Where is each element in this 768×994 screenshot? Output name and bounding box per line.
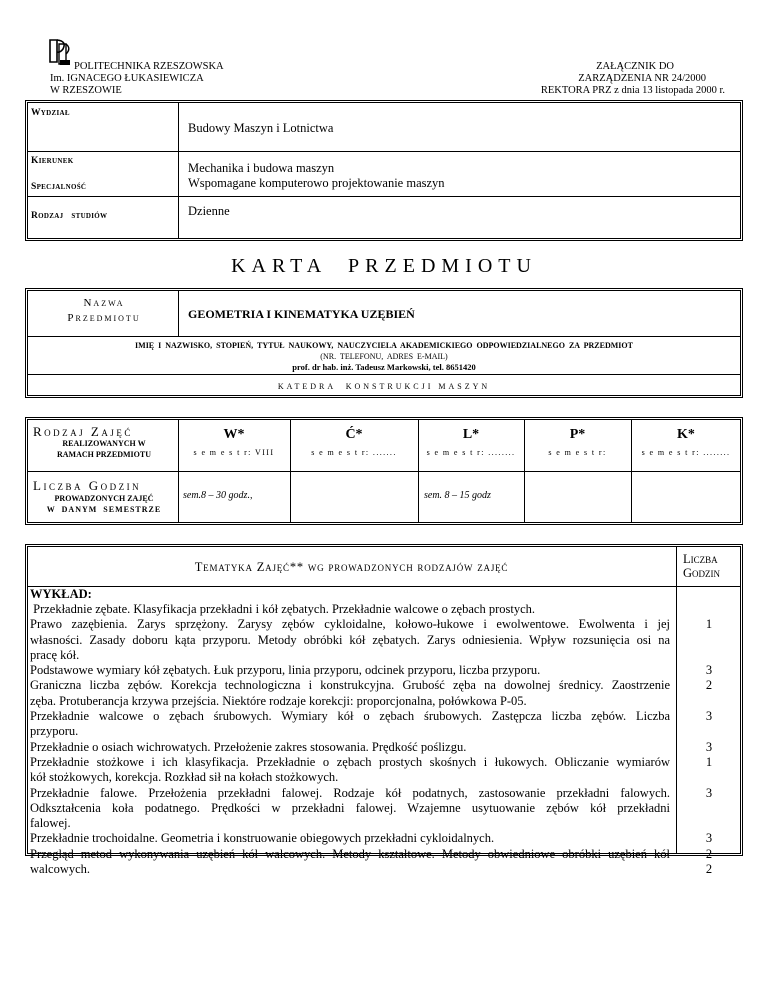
liczba-godzin-sub-2: W DANYM SEMESTRZE xyxy=(46,505,162,514)
lecture-line: Przekładnie stożkowe i ich klasyfikacja. Przekładnie o zębach prostych skośnych i łukowych. Obliczanie wymiarów xyxy=(30,754,670,769)
info-table xyxy=(25,100,743,241)
hours-value xyxy=(677,602,741,617)
hours-value: 2 xyxy=(705,862,713,877)
lecture-label: WYKŁAD: xyxy=(30,587,92,601)
hours-value: 2 xyxy=(705,678,713,693)
lecture-line: Przekładnie walcowe o zębach śrubowych. Wymiary kół o zębach śrubowych. Zastępcza liczba zębów. Liczba xyxy=(30,709,670,724)
lecture-line: falowej. xyxy=(30,816,71,831)
lecture-line: walcowych. xyxy=(30,862,91,877)
liczba-godzin-sub-1: PROWADZONYCH ZAJĘĆ xyxy=(54,494,154,503)
annex-line-2: ZARZĄDZENIA NR 24/2000 xyxy=(578,73,706,84)
hours-value: 3 xyxy=(705,831,713,846)
rodzaj-zajec-sub-1: REALIZOWANYCH W xyxy=(62,439,146,448)
university-city: W RZESZOWIE xyxy=(50,85,122,96)
class-semester-k: s e m e s t r: ........ xyxy=(641,448,731,457)
lecture-line: zęba. Protuberancja krzywa przejścia. Niektóre rodzaje korekcji: proporcjonalna, połówkowa P-05. xyxy=(30,693,527,708)
hours-value: 3 xyxy=(705,663,713,678)
hours-header-2: Godzin xyxy=(683,566,721,580)
responsible-person: prof. dr hab. inż. Tadeusz Markowski, tel. 8651420 xyxy=(292,362,476,372)
lecture-line: Przegląd metod wykonywania uzębień kół walcowych. Metody kształtowe. Metody obwiedniowe obróbki uzębień kół xyxy=(30,846,670,861)
hours-value xyxy=(677,724,741,739)
wydzial-value: Budowy Maszyn i Lotnictwa xyxy=(188,121,334,135)
hours-value xyxy=(677,648,741,663)
hours-value xyxy=(677,801,741,816)
lecture-line: pracę kół. xyxy=(30,647,80,662)
class-code-k: K* xyxy=(677,427,695,442)
lecture-line: przyporu. xyxy=(30,724,79,739)
specjalnosc-value: Wspomagane komputerowo projektowanie maszyn xyxy=(188,176,445,190)
page-title: KARTA PRZEDMIOTU xyxy=(231,255,537,277)
hours-value: 1 xyxy=(705,754,713,769)
wydzial-label: Wydział xyxy=(31,108,70,118)
class-semester-c: s e m e s t r: ....... xyxy=(311,448,397,457)
class-semester-p: s e m e s t r: xyxy=(548,448,607,457)
class-code-w: W* xyxy=(223,427,245,442)
lecture-hours xyxy=(677,602,741,877)
lecture-topics xyxy=(30,602,670,877)
lecture-line: Przekładnie o osiach wichrowatych. Przełożenie zakres stosowania. Prędkość poślizgu. xyxy=(30,739,467,754)
nazwa-label: Nazwa xyxy=(83,297,125,309)
hours-header-1: Liczba xyxy=(683,552,718,566)
kierunek-label: Kierunek xyxy=(31,156,74,166)
topics-header: Tematyka Zajęć** wg prowadzonych rodzajów zajęć xyxy=(194,560,509,574)
class-code-p: P* xyxy=(569,427,586,442)
lecture-line: Przekładnie zębate. Klasyfikacja przekładni i kół zębatych. Przekładnie walcowe o zębach prostych. xyxy=(30,602,535,616)
class-code-c: Ć* xyxy=(345,427,363,442)
lecture-line: Odkształcenia koła podatnego. Prędkości w przekładni falowej. Wzajemne usytuowanie zębów kół przekładni xyxy=(30,800,670,815)
rodzaj-studiow-value: Dzienne xyxy=(188,204,230,218)
rodzaj-studiow-label: Rodzaj studiów xyxy=(31,211,108,221)
hours-value: 3 xyxy=(705,709,713,724)
lecture-line: własności. Zasady doboru kąta przyporu. Metody obróbki kół zębatych. Zarys odniesienia. Wpływ rozsunięcia osi na xyxy=(30,632,670,647)
class-semester-l: s e m e s t r: ........ xyxy=(426,448,516,457)
rodzaj-zajec-label: Rodzaj Zajęć xyxy=(33,424,133,439)
subject-name: GEOMETRIA I KINEMATYKA UZĘBIEŃ xyxy=(188,307,415,321)
annex-line-1: ZAŁĄCZNIK DO xyxy=(596,61,674,72)
university-patron: Im. IGNACEGO ŁUKASIEWICZA xyxy=(50,73,204,84)
class-code-l: L* xyxy=(462,427,480,442)
hours-value xyxy=(677,816,741,831)
lecture-line: Graniczna liczba zębów. Korekcja technologiczna i konstrukcyjna. Grubość zęba na dowolnej średnicy. Zaostrzenie xyxy=(30,678,670,693)
liczba-godzin-label: Liczba Godzin xyxy=(33,478,142,493)
class-semester-w: s e m e s t r: VIII xyxy=(193,448,275,457)
hours-value: 2 xyxy=(705,846,713,861)
university-logo xyxy=(47,38,71,66)
lecture-line: Przekładnie falowe. Przełożenia przekładni falowej. Rodzaje kół podatnych, zastosowanie przekładni falowych. xyxy=(30,785,670,800)
lecture-line: Podstawowe wymiary kół zębatych. Łuk przyporu, linia przyporu, odcinek przyporu, liczba przyporu. xyxy=(30,663,541,678)
hours-value xyxy=(677,694,741,709)
responsible-header: IMIĘ I NAZWISKO, STOPIEŃ, TYTUŁ NAUKOWY, NAUCZYCIELA AKADEMICKIEGO ODPOWIEDZIALNEGO ZA PRZEDMIOT xyxy=(135,341,633,350)
responsible-contact-header: (NR. TELEFONU, ADRES E-MAIL) xyxy=(320,352,448,361)
hours-value xyxy=(677,633,741,648)
hours-value: 3 xyxy=(705,785,713,800)
lecture-line: kół stożkowych, korekcja. Rozkład sił na kołach stożkowych. xyxy=(30,770,339,785)
przedmiotu-label: Przedmiotu xyxy=(67,312,141,324)
hours-value: 1 xyxy=(705,617,713,632)
kierunek-value: Mechanika i budowa maszyn xyxy=(188,161,335,175)
class-hours-w: sem.8 – 30 godz., xyxy=(183,490,253,501)
hours-value xyxy=(677,770,741,785)
specjalnosc-label: Specjalność xyxy=(31,182,87,192)
lecture-line: Przekładnie trochoidalne. Geometria i konstruowanie obiegowych przekładni cykloidalnych. xyxy=(30,831,495,846)
annex-line-3: REKTORA PRZ z dnia 13 listopada 2000 r. xyxy=(540,85,725,96)
lecture-line: Prawo zazębienia. Zarys sprzężony. Zarysy zębów cykloidalne, kołowo-łukowe i ewolwentowe. Ewolwenta i jej xyxy=(30,617,670,632)
class-hours-l: sem. 8 – 15 godz xyxy=(424,490,491,501)
rodzaj-zajec-sub-2: RAMACH PRZEDMIOTU xyxy=(57,450,151,459)
hours-value: 3 xyxy=(705,739,713,754)
department: KATEDRA KONSTRUKCJI MASZYN xyxy=(277,382,491,391)
university-name: POLITECHNIKA RZESZOWSKA xyxy=(74,61,224,72)
